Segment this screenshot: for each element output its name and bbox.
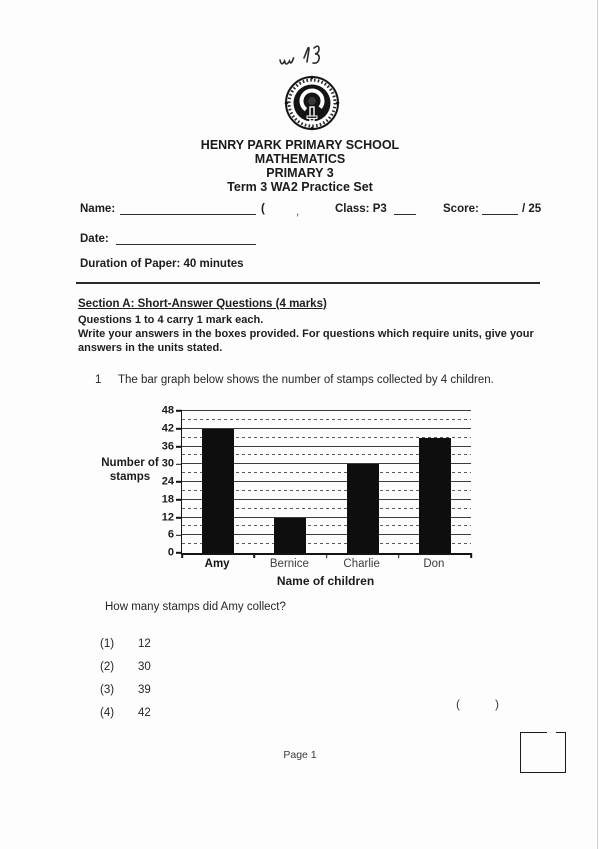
y-tick-label: 24: [161, 475, 174, 488]
x-tick-mark: [470, 553, 472, 558]
section-a-instruction-1: Questions 1 to 4 carry 1 mark each.: [78, 314, 264, 326]
chart-x-axis-title: Name of children: [276, 574, 375, 588]
y-axis-tick-labels: [144, 404, 174, 559]
y-tick-mark: [176, 410, 182, 412]
page-number: Page 1: [283, 749, 317, 761]
option-label: (1): [100, 638, 115, 650]
x-category-label: Bernice: [269, 558, 309, 570]
option-label: (2): [100, 661, 115, 673]
scan-mark: ,: [296, 206, 300, 218]
option-value: 42: [138, 707, 151, 719]
header-level: PRIMARY 3: [266, 166, 334, 180]
y-tick-label: 0: [167, 546, 174, 559]
bar-bernice: [274, 518, 306, 554]
class-blank-line: [394, 203, 416, 215]
class-label: Class: P3: [335, 203, 387, 215]
answer-option-3: [100, 684, 151, 696]
question-prompt: How many stamps did Amy collect?: [105, 601, 286, 613]
score-label: Score:: [443, 203, 479, 215]
option-value: 39: [138, 684, 151, 696]
x-category-label: Charlie: [343, 558, 380, 570]
x-axis-category-labels: [181, 558, 470, 570]
question-text: The bar graph below shows the number of stamps collected by 4 children.: [118, 374, 494, 386]
x-category-label: Amy: [204, 558, 230, 570]
section-divider-rule: [76, 282, 540, 284]
answer-option-4: [100, 707, 151, 719]
scan-gap: [547, 731, 556, 733]
section-a-instruction-2b: answers in the units stated.: [78, 342, 223, 354]
name-index-bracket: (: [261, 203, 265, 215]
option-value: 12: [138, 638, 151, 650]
school-logo: [284, 75, 340, 136]
answer-option-1: [100, 638, 151, 650]
score-blank-line: [482, 203, 518, 215]
name-label: Name:: [80, 203, 116, 215]
option-label: (4): [100, 707, 115, 719]
y-tick-label: 30: [161, 457, 174, 470]
header-school-name: HENRY PARK PRIMARY SCHOOL: [200, 138, 400, 152]
y-tick-label: 42: [161, 422, 174, 435]
option-label: (3): [100, 684, 115, 696]
y-tick-label: 6: [167, 528, 174, 541]
y-axis-title-line2: stamps: [109, 471, 151, 483]
header-paper-title: Term 3 WA2 Practice Set: [227, 180, 373, 194]
y-tick-mark: [176, 446, 182, 448]
gridline: [182, 410, 471, 411]
answer-bracket-close: ): [495, 697, 499, 711]
marker-score-box: [520, 732, 566, 773]
scan-edge-artifact: [597, 0, 598, 849]
y-tick-label: 48: [161, 404, 174, 417]
answer-bracket-open: (: [456, 697, 460, 711]
y-tick-label: 18: [161, 493, 174, 506]
date-label: Date:: [80, 233, 109, 245]
gridline: [182, 419, 471, 420]
y-tick-label: 36: [161, 440, 174, 452]
bar-amy: [202, 429, 234, 553]
y-tick-label: 12: [161, 511, 174, 523]
score-total: / 25: [522, 203, 542, 215]
y-tick-mark: [176, 499, 182, 501]
chart-plot-area: [181, 411, 471, 555]
y-tick-mark: [176, 534, 182, 536]
x-category-label: Don: [423, 558, 445, 570]
y-tick-mark: [176, 481, 182, 483]
bar-charlie: [347, 464, 379, 553]
option-value: 30: [138, 661, 151, 673]
duration-label: Duration of Paper: 40 minutes: [80, 258, 244, 270]
section-a-heading: Section A: Short-Answer Questions (4 marks): [78, 298, 327, 310]
y-tick-mark: [176, 463, 182, 465]
y-tick-mark: [176, 517, 182, 519]
y-axis-title-line1: Number of: [101, 457, 159, 469]
section-a-instruction-2a: Write your answers in the boxes provided. For questions which require units, give your: [78, 328, 534, 340]
y-tick-mark: [176, 428, 182, 430]
header-subject: MATHEMATICS: [254, 152, 346, 166]
name-blank-line: [120, 203, 256, 215]
date-blank-line: [116, 233, 256, 245]
answer-option-2: [100, 661, 151, 673]
bar-don: [419, 438, 451, 553]
question-number: 1: [95, 374, 102, 386]
